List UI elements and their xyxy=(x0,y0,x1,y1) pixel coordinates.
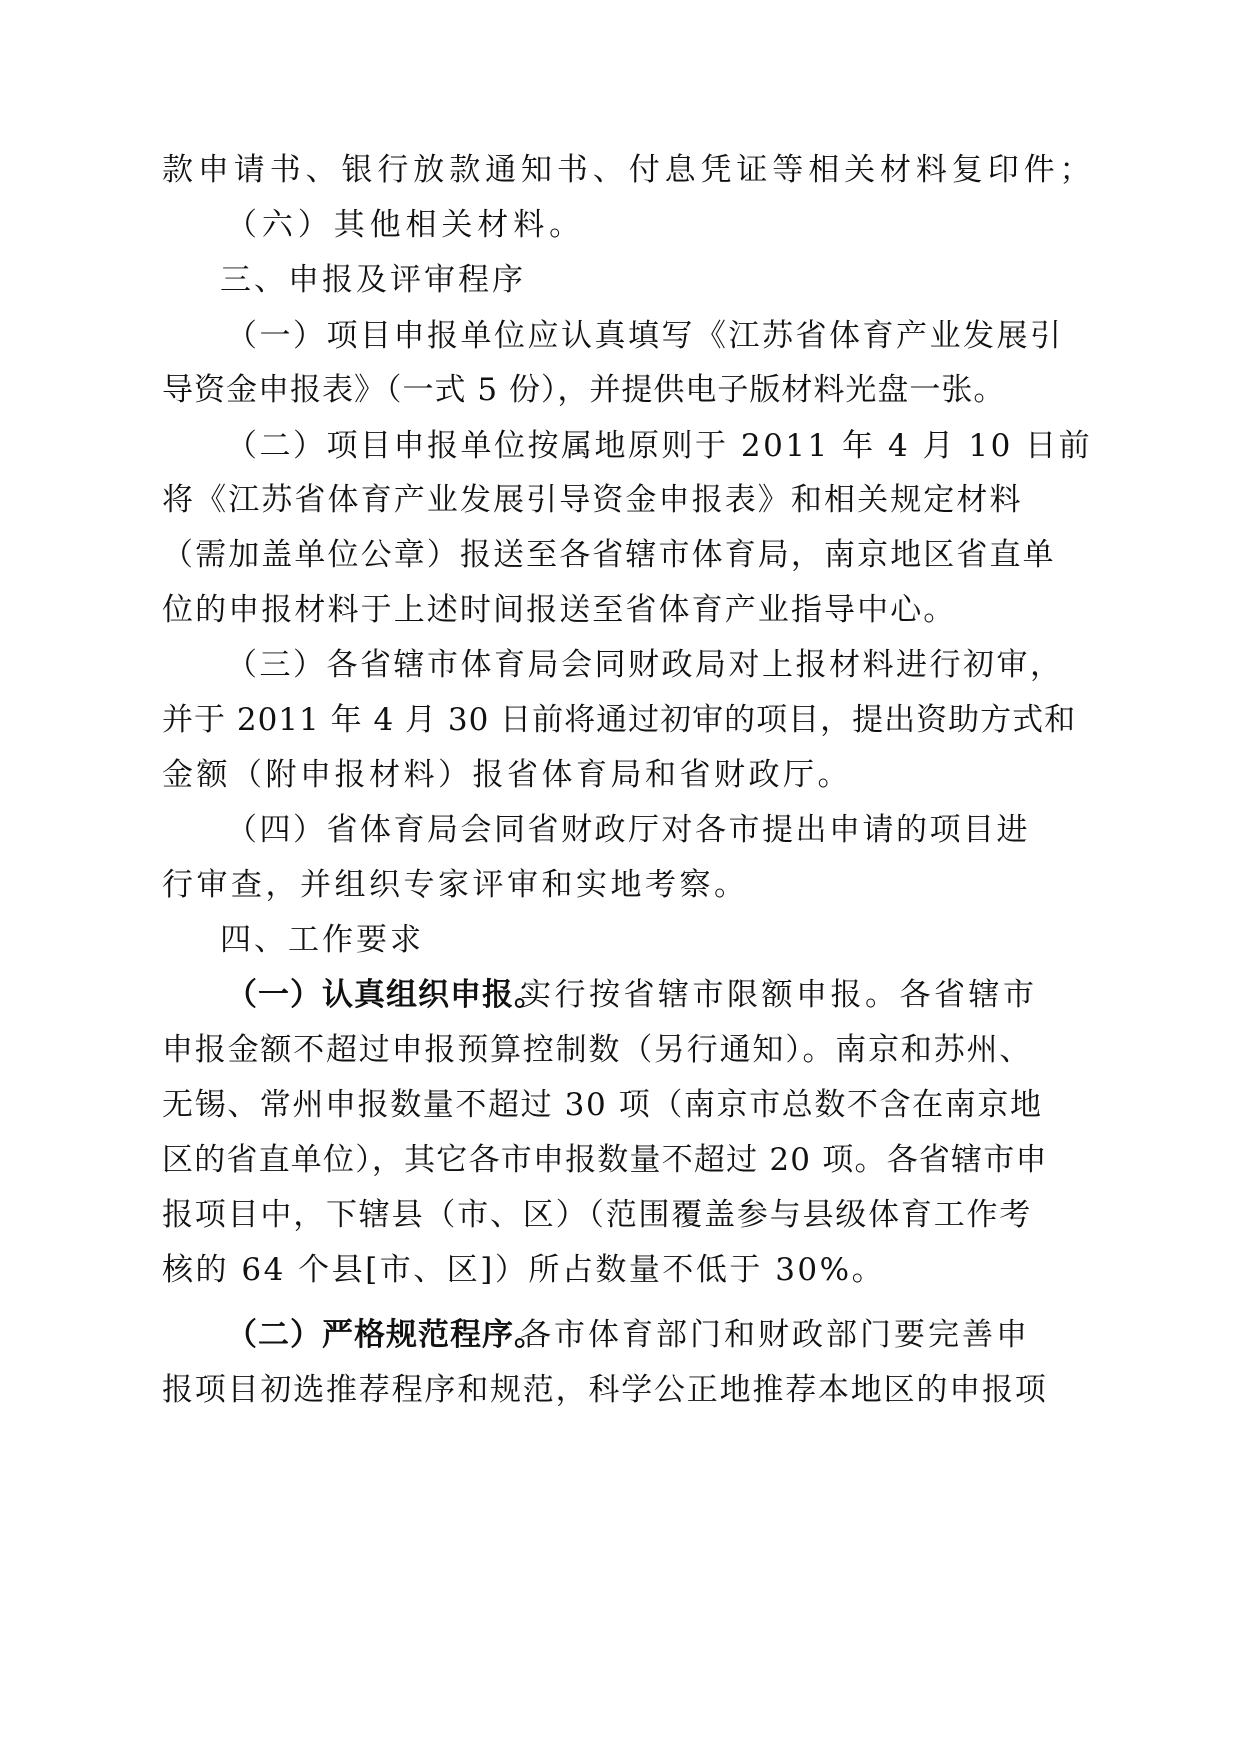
paragraph-line xyxy=(0,525,1241,585)
paragraph-line xyxy=(0,1130,1241,1190)
text-line: 核的 64 个县[市、区]）所占数量不低于 30%。 xyxy=(162,1252,886,1288)
bold-subheading: （二）严格规范程序。 xyxy=(226,1317,546,1353)
text-line: 款申请书、银行放款通知书、付息凭证等相关材料复印件； xyxy=(162,152,1096,188)
paragraph-line xyxy=(0,1360,1241,1420)
paragraph-line xyxy=(0,855,1241,915)
text-line: （四）省体育局会同省财政厅对各市提出申请的项目进 xyxy=(226,812,1030,848)
text-line: （一）项目申报单位应认真填写《江苏省体育产业发展引 xyxy=(226,318,1064,354)
text-line: 并于 2011 年 4 月 30 日前将通过初审的项目，提出资助方式和 xyxy=(162,702,1077,738)
section-title: 三、申报及评审程序 xyxy=(220,262,526,298)
text-line: 各市体育部门和财政部门要完善申 xyxy=(520,1317,1030,1353)
section-title: 四、工作要求 xyxy=(220,922,424,958)
paragraph-line xyxy=(0,306,1241,366)
text-line: （六）其他相关材料。 xyxy=(226,207,585,243)
text-line: 申报金额不超过申报预算控制数（另行通知）。南京和苏州、 xyxy=(162,1032,1033,1068)
text-line: （二）项目申报单位按属地原则于 2011 年 4 月 10 日前 xyxy=(226,428,1093,464)
paragraph-line xyxy=(0,1020,1241,1080)
bold-subheading: （一）认真组织申报。 xyxy=(226,977,546,1013)
text-line: 导资金申报表》（一式 5 份），并提供电子版材料光盘一张。 xyxy=(162,372,1006,408)
text-line: 行审查，并组织专家评审和实地考察。 xyxy=(162,867,749,903)
paragraph-line xyxy=(0,580,1241,640)
text-line: （三）各省辖市体育局会同财政局对上报材料进行初审， xyxy=(226,647,1064,683)
paragraph-line xyxy=(0,1185,1241,1245)
section-heading xyxy=(0,910,1241,970)
text-line: 报项目初选推荐程序和规范，科学公正地推荐本地区的申报项 xyxy=(162,1372,1048,1408)
paragraph-line xyxy=(0,140,1241,200)
paragraph-line xyxy=(0,470,1241,530)
paragraph-line xyxy=(0,1240,1241,1300)
text-line: 报项目中，下辖县（市、区）（范围覆盖参与县级体育工作考 xyxy=(162,1197,1033,1233)
paragraph-line xyxy=(0,1305,1241,1365)
text-line: 实行按省辖市限额申报。各省辖市 xyxy=(520,977,1038,1013)
text-line: （需加盖单位公章）报送至各省辖市体育局，南京地区省直单 xyxy=(162,537,1056,573)
paragraph-line xyxy=(0,635,1241,695)
paragraph-line xyxy=(0,965,1241,1025)
text-line: 区的省直单位），其它各市申报数量不超过 20 项。各省辖市申 xyxy=(162,1142,1048,1178)
text-line: 金额（附申报材料）报省体育局和省财政厅。 xyxy=(162,757,852,793)
section-heading xyxy=(0,250,1241,310)
text-line: 将《江苏省体育产业发展引导资金申报表》和相关规定材料 xyxy=(162,482,1023,518)
paragraph-line xyxy=(0,360,1241,420)
paragraph-line xyxy=(0,800,1241,860)
paragraph-line xyxy=(0,416,1241,476)
text-line: 位的申报材料于上述时间报送至省体育产业指导中心。 xyxy=(162,592,957,628)
list-item xyxy=(0,195,1241,255)
text-line: 无锡、常州申报数量不超过 30 项（南京市总数不含在南京地 xyxy=(162,1087,1043,1123)
paragraph-line xyxy=(0,745,1241,805)
paragraph-line xyxy=(0,690,1241,750)
paragraph-line xyxy=(0,1075,1241,1135)
